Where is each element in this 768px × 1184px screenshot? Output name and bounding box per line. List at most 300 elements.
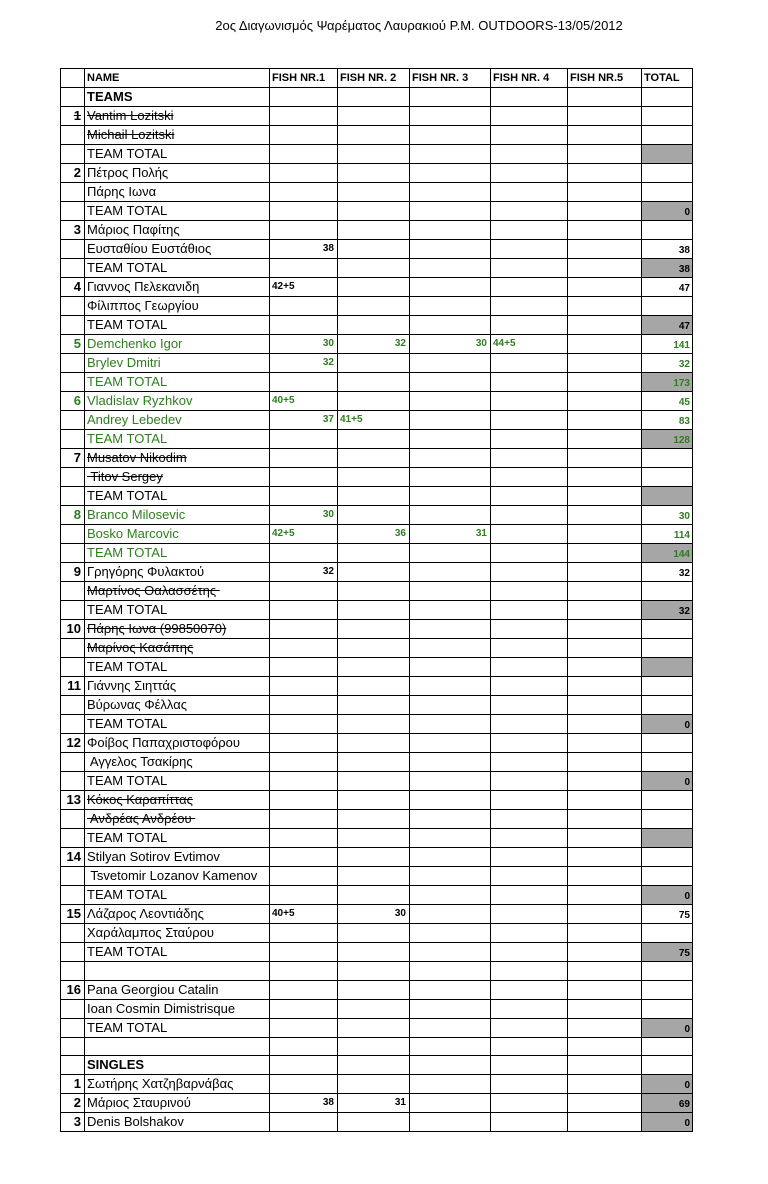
competitor-name bbox=[85, 449, 270, 468]
fish-1-cell bbox=[270, 1113, 338, 1132]
fish-3-cell bbox=[410, 411, 491, 430]
fish-2-cell bbox=[338, 962, 410, 981]
fish-5-cell bbox=[568, 810, 642, 829]
fish-3-cell bbox=[410, 1018, 491, 1037]
fish-3-cell bbox=[410, 221, 491, 240]
competitor-row bbox=[61, 582, 693, 601]
fish-1-cell bbox=[270, 696, 338, 715]
competitor-name bbox=[85, 544, 270, 563]
name-text: Πάρης Ιωνα bbox=[87, 184, 157, 199]
fish-1-cell bbox=[270, 810, 338, 829]
total-cell bbox=[642, 867, 693, 886]
row-index bbox=[61, 259, 85, 278]
fish-1-cell bbox=[270, 183, 338, 202]
fish-2-cell bbox=[338, 848, 410, 867]
fish-3-cell bbox=[410, 563, 491, 582]
competitor-name bbox=[85, 525, 270, 544]
fish-2-cell bbox=[338, 753, 410, 772]
fish-3-cell bbox=[410, 544, 491, 563]
fish-2-cell: 30 bbox=[338, 905, 410, 924]
fish-1-cell bbox=[270, 107, 338, 126]
fish-1-cell bbox=[270, 126, 338, 145]
fish-1-cell bbox=[270, 449, 338, 468]
fish-4-cell bbox=[491, 1113, 568, 1132]
total-cell: 38 bbox=[642, 259, 693, 278]
fish-2-cell bbox=[338, 316, 410, 335]
competitor-name bbox=[85, 867, 270, 886]
competitor-name bbox=[85, 278, 270, 297]
fish-1-cell: 37 bbox=[270, 411, 338, 430]
fish-1-cell: 40+5 bbox=[270, 392, 338, 411]
total-cell: 0 bbox=[642, 1113, 693, 1132]
fish-5-cell bbox=[568, 658, 642, 677]
competitor-name bbox=[85, 677, 270, 696]
competitor-name bbox=[85, 1113, 270, 1132]
total-cell bbox=[642, 221, 693, 240]
name-text: TEAM TOTAL bbox=[87, 374, 168, 389]
name-text: TEAM TOTAL bbox=[87, 1019, 168, 1035]
fish-1-cell bbox=[270, 924, 338, 943]
fish-1-cell bbox=[270, 943, 338, 962]
fish-2-cell: 31 bbox=[338, 1094, 410, 1113]
fish-4-cell bbox=[491, 848, 568, 867]
row-index: 14 bbox=[61, 848, 85, 867]
fish-5-cell bbox=[568, 316, 642, 335]
competitor-name bbox=[85, 791, 270, 810]
fish-1-cell bbox=[270, 1056, 338, 1075]
competitor-name bbox=[85, 316, 270, 335]
fish-2-cell bbox=[338, 373, 410, 392]
fish-3-cell bbox=[410, 1113, 491, 1132]
fish-4-cell bbox=[491, 202, 568, 221]
competitor-name bbox=[85, 943, 270, 962]
total-cell bbox=[642, 107, 693, 126]
fish-3-cell bbox=[410, 753, 491, 772]
row-index bbox=[61, 772, 85, 791]
fish-5-cell bbox=[568, 772, 642, 791]
name-text: TEAM TOTAL bbox=[87, 260, 168, 275]
fish-2-cell bbox=[338, 999, 410, 1018]
competitor-name bbox=[85, 905, 270, 924]
name-text: Andrey Lebedev bbox=[87, 412, 182, 427]
fish-4-cell bbox=[491, 183, 568, 202]
competitor-name bbox=[85, 506, 270, 525]
fish-4-cell bbox=[491, 468, 568, 487]
competitor-row bbox=[61, 980, 693, 999]
fish-1-cell bbox=[270, 658, 338, 677]
fish-5-cell bbox=[568, 734, 642, 753]
row-index bbox=[61, 430, 85, 449]
total-cell: 32 bbox=[642, 563, 693, 582]
row-index bbox=[61, 696, 85, 715]
fish-3-cell bbox=[410, 1075, 491, 1094]
row-index: 5 bbox=[61, 335, 85, 354]
competitor-name bbox=[85, 373, 270, 392]
total-cell: 38 bbox=[642, 240, 693, 259]
fish-5-cell bbox=[568, 601, 642, 620]
total-cell bbox=[642, 962, 693, 981]
row-index bbox=[61, 1056, 85, 1075]
fish-4-cell bbox=[491, 316, 568, 335]
fish-1-cell bbox=[270, 297, 338, 316]
header-index-cell bbox=[61, 69, 85, 88]
name-text: Κόκος Καραπίττας bbox=[87, 792, 193, 807]
fish-5-cell bbox=[568, 240, 642, 259]
fish-3-cell bbox=[410, 829, 491, 848]
competitor-name bbox=[85, 107, 270, 126]
fish-2-cell bbox=[338, 88, 410, 107]
name-text: Ευσταθίου Ευστάθιος bbox=[87, 241, 212, 256]
fish-2-cell bbox=[338, 259, 410, 278]
total-cell bbox=[642, 164, 693, 183]
fish-3-cell bbox=[410, 582, 491, 601]
fish-3-cell bbox=[410, 373, 491, 392]
competitor-row bbox=[61, 734, 693, 753]
fish-1-cell bbox=[270, 639, 338, 658]
competitor-name bbox=[85, 1075, 270, 1094]
fish-2-cell bbox=[338, 980, 410, 999]
competitor-name bbox=[85, 848, 270, 867]
fish-3-cell bbox=[410, 1037, 491, 1056]
fish-4-cell: 44+5 bbox=[491, 335, 568, 354]
fish-5-cell bbox=[568, 145, 642, 164]
name-text: Ανδρέας Ανδρέου bbox=[87, 811, 196, 826]
fish-3-cell bbox=[410, 297, 491, 316]
fish-1-cell bbox=[270, 316, 338, 335]
competitor-name bbox=[85, 221, 270, 240]
row-index: 9 bbox=[61, 563, 85, 582]
fish-2-cell bbox=[338, 145, 410, 164]
fish-1-cell bbox=[270, 734, 338, 753]
fish-3-cell bbox=[410, 392, 491, 411]
fish-1-cell: 30 bbox=[270, 335, 338, 354]
competitor-name bbox=[85, 582, 270, 601]
fish-2-cell bbox=[338, 677, 410, 696]
fish-5-cell bbox=[568, 791, 642, 810]
competitor-name bbox=[85, 734, 270, 753]
fish-3-cell bbox=[410, 1094, 491, 1113]
competitor-row bbox=[61, 905, 693, 924]
fish-5-cell bbox=[568, 126, 642, 145]
fish-5-cell bbox=[568, 715, 642, 734]
fish-2-cell bbox=[338, 772, 410, 791]
fish-2-cell bbox=[338, 582, 410, 601]
row-index bbox=[61, 886, 85, 905]
fish-1-cell: 42+5 bbox=[270, 278, 338, 297]
fish-1-cell bbox=[270, 468, 338, 487]
total-cell: 144 bbox=[642, 544, 693, 563]
competitor-row bbox=[61, 278, 693, 297]
fish-3-cell bbox=[410, 278, 491, 297]
name-text: Stilyan Sotirov Evtimov bbox=[87, 849, 220, 864]
team-total-row bbox=[61, 544, 693, 563]
total-cell: 114 bbox=[642, 525, 693, 544]
fish-1-cell bbox=[270, 164, 338, 183]
fish-3-cell bbox=[410, 943, 491, 962]
competitor-name bbox=[85, 297, 270, 316]
fish-3-cell bbox=[410, 658, 491, 677]
row-index bbox=[61, 544, 85, 563]
name-text: Demchenko Igor bbox=[87, 336, 183, 351]
total-cell: 69 bbox=[642, 1094, 693, 1113]
name-text: Φίλιππος Γεωργίου bbox=[87, 298, 199, 313]
fish-4-cell bbox=[491, 107, 568, 126]
fish-3-cell bbox=[410, 924, 491, 943]
fish-4-cell bbox=[491, 1018, 568, 1037]
competitor-row bbox=[61, 848, 693, 867]
name-text: Pana Georgiou Catalin bbox=[87, 981, 219, 997]
competitor-name bbox=[85, 620, 270, 639]
fish-5-cell bbox=[568, 335, 642, 354]
fish-2-cell bbox=[338, 715, 410, 734]
name-text: TEAM TOTAL bbox=[87, 545, 168, 560]
competitor-name bbox=[85, 126, 270, 145]
fish-1-cell bbox=[270, 373, 338, 392]
fish-2-cell bbox=[338, 506, 410, 525]
fish-4-cell bbox=[491, 1056, 568, 1075]
fish-5-cell bbox=[568, 563, 642, 582]
competitor-name bbox=[85, 829, 270, 848]
fish-5-cell bbox=[568, 449, 642, 468]
team-total-row bbox=[61, 1018, 693, 1037]
total-cell: 0 bbox=[642, 886, 693, 905]
competitor-name bbox=[85, 563, 270, 582]
fish-2-cell bbox=[338, 810, 410, 829]
team-total-row bbox=[61, 943, 693, 962]
total-cell bbox=[642, 145, 693, 164]
fish-4-cell bbox=[491, 772, 568, 791]
competitor-name bbox=[85, 411, 270, 430]
results-table bbox=[60, 68, 693, 1132]
team-total-row bbox=[61, 259, 693, 278]
fish-4-cell bbox=[491, 1075, 568, 1094]
fish-2-cell bbox=[338, 240, 410, 259]
fish-3-cell bbox=[410, 848, 491, 867]
total-cell bbox=[642, 658, 693, 677]
row-index bbox=[61, 943, 85, 962]
total-cell bbox=[642, 677, 693, 696]
row-index: 4 bbox=[61, 278, 85, 297]
competitor-name bbox=[85, 639, 270, 658]
fish-1-cell: 38 bbox=[270, 1094, 338, 1113]
total-cell: 32 bbox=[642, 354, 693, 373]
fish-2-cell: 36 bbox=[338, 525, 410, 544]
name-text: Denis Bolshakov bbox=[87, 1114, 184, 1129]
row-index: 15 bbox=[61, 905, 85, 924]
competitor-row bbox=[61, 468, 693, 487]
row-index: 12 bbox=[61, 734, 85, 753]
fish-1-cell bbox=[270, 620, 338, 639]
row-index: 1 bbox=[61, 107, 85, 126]
fish-5-cell bbox=[568, 943, 642, 962]
row-index bbox=[61, 183, 85, 202]
competitor-name bbox=[85, 202, 270, 221]
competitor-row bbox=[61, 164, 693, 183]
fish-5-cell bbox=[568, 221, 642, 240]
fish-3-cell bbox=[410, 468, 491, 487]
fish-3-cell bbox=[410, 164, 491, 183]
fish-1-cell bbox=[270, 259, 338, 278]
team-total-row bbox=[61, 829, 693, 848]
fish-4-cell bbox=[491, 905, 568, 924]
fish-5-cell bbox=[568, 886, 642, 905]
name-text: Μάριος Σταυρινού bbox=[87, 1095, 191, 1110]
name-text: TEAM TOTAL bbox=[87, 317, 168, 332]
fish-3-cell bbox=[410, 487, 491, 506]
team-total-row bbox=[61, 373, 693, 392]
fish-4-cell bbox=[491, 392, 568, 411]
competitor-name bbox=[85, 924, 270, 943]
row-index bbox=[61, 487, 85, 506]
fish-2-cell bbox=[338, 468, 410, 487]
page-title: 2ος Διαγωνισμός Ψαρέματος Λαυρακιού Ρ.Μ. OUTDOORS-13/05/2012 bbox=[215, 18, 623, 33]
fish-3-cell bbox=[410, 791, 491, 810]
fish-5-cell bbox=[568, 88, 642, 107]
row-index: 3 bbox=[61, 221, 85, 240]
fish-2-cell bbox=[338, 639, 410, 658]
blank-row bbox=[61, 1037, 693, 1056]
fish-3-cell bbox=[410, 734, 491, 753]
fish-4-cell bbox=[491, 525, 568, 544]
competitor-name bbox=[85, 601, 270, 620]
fish-2-cell bbox=[338, 1075, 410, 1094]
fish-5-cell bbox=[568, 544, 642, 563]
fish-1-cell bbox=[270, 791, 338, 810]
fish-1-cell bbox=[270, 487, 338, 506]
fish-3-cell bbox=[410, 620, 491, 639]
total-cell: 75 bbox=[642, 943, 693, 962]
name-text: Πάρης Ιωνα (99850070) bbox=[87, 621, 227, 636]
name-text: TEAM TOTAL bbox=[87, 488, 168, 503]
name-text: Γιαννος Πελεκανιδη bbox=[87, 279, 200, 294]
total-cell bbox=[642, 639, 693, 658]
total-cell: 45 bbox=[642, 392, 693, 411]
team-total-row bbox=[61, 430, 693, 449]
fish-5-cell bbox=[568, 924, 642, 943]
row-index bbox=[61, 126, 85, 145]
fish-1-cell bbox=[270, 867, 338, 886]
section-row bbox=[61, 88, 693, 107]
fish-1-cell: 32 bbox=[270, 354, 338, 373]
fish-2-cell bbox=[338, 1056, 410, 1075]
competitor-row bbox=[61, 924, 693, 943]
fish-4-cell bbox=[491, 1094, 568, 1113]
competitor-name bbox=[85, 962, 270, 981]
fish-4-cell bbox=[491, 373, 568, 392]
fish-2-cell bbox=[338, 183, 410, 202]
fish-3-cell bbox=[410, 867, 491, 886]
team-total-row bbox=[61, 715, 693, 734]
competitor-name bbox=[85, 696, 270, 715]
row-index: 11 bbox=[61, 677, 85, 696]
fish-5-cell bbox=[568, 677, 642, 696]
name-text: Musatov Nikodim bbox=[87, 450, 187, 465]
row-index bbox=[61, 1037, 85, 1056]
fish-3-cell bbox=[410, 107, 491, 126]
fish-3-cell bbox=[410, 601, 491, 620]
fish-1-cell bbox=[270, 848, 338, 867]
fish-3-cell bbox=[410, 183, 491, 202]
fish-2-cell bbox=[338, 563, 410, 582]
competitor-row bbox=[61, 240, 693, 259]
competitor-name bbox=[85, 354, 270, 373]
competitor-name bbox=[85, 468, 270, 487]
fish-2-cell bbox=[338, 126, 410, 145]
fish-5-cell bbox=[568, 354, 642, 373]
row-index bbox=[61, 753, 85, 772]
fish-5-cell bbox=[568, 468, 642, 487]
fish-5-cell bbox=[568, 962, 642, 981]
competitor-row bbox=[61, 1094, 693, 1113]
fish-3-cell bbox=[410, 962, 491, 981]
fish-5-cell bbox=[568, 696, 642, 715]
fish-1-cell bbox=[270, 829, 338, 848]
fish-1-cell bbox=[270, 1018, 338, 1037]
fish-4-cell bbox=[491, 297, 568, 316]
total-cell bbox=[642, 297, 693, 316]
fish-5-cell bbox=[568, 905, 642, 924]
fish-1-cell bbox=[270, 202, 338, 221]
name-text: Αγγελος Τσακίρης bbox=[87, 754, 193, 769]
row-index: 8 bbox=[61, 506, 85, 525]
competitor-row bbox=[61, 999, 693, 1018]
fish-1-cell bbox=[270, 221, 338, 240]
fish-1-cell: 30 bbox=[270, 506, 338, 525]
fish-2-cell bbox=[338, 278, 410, 297]
results-table-body bbox=[61, 69, 693, 1132]
competitor-row bbox=[61, 791, 693, 810]
fish-2-cell bbox=[338, 202, 410, 221]
fish-2-cell bbox=[338, 886, 410, 905]
competitor-name bbox=[85, 88, 270, 107]
fish-1-cell bbox=[270, 886, 338, 905]
fish-5-cell bbox=[568, 829, 642, 848]
total-cell: 75 bbox=[642, 905, 693, 924]
header-total: TOTAL bbox=[642, 69, 693, 88]
competitor-name bbox=[85, 999, 270, 1018]
fish-4-cell bbox=[491, 734, 568, 753]
competitor-name bbox=[85, 392, 270, 411]
row-index bbox=[61, 639, 85, 658]
fish-4-cell bbox=[491, 126, 568, 145]
total-cell: 32 bbox=[642, 601, 693, 620]
total-cell bbox=[642, 487, 693, 506]
row-index bbox=[61, 810, 85, 829]
total-cell: 0 bbox=[642, 1018, 693, 1037]
fish-3-cell: 31 bbox=[410, 525, 491, 544]
fish-1-cell bbox=[270, 999, 338, 1018]
fish-4-cell bbox=[491, 164, 568, 183]
name-text: Χαράλαμπος Σταύρου bbox=[87, 925, 215, 940]
total-cell: 0 bbox=[642, 1075, 693, 1094]
total-cell bbox=[642, 126, 693, 145]
fish-5-cell bbox=[568, 411, 642, 430]
fish-1-cell bbox=[270, 544, 338, 563]
row-index bbox=[61, 145, 85, 164]
competitor-name bbox=[85, 658, 270, 677]
fish-4-cell bbox=[491, 943, 568, 962]
competitor-name bbox=[85, 335, 270, 354]
fish-4-cell bbox=[491, 1037, 568, 1056]
fish-3-cell bbox=[410, 677, 491, 696]
fish-4-cell bbox=[491, 924, 568, 943]
competitor-row bbox=[61, 297, 693, 316]
fish-5-cell bbox=[568, 620, 642, 639]
fish-2-cell bbox=[338, 297, 410, 316]
total-cell bbox=[642, 696, 693, 715]
fish-2-cell bbox=[338, 487, 410, 506]
fish-5-cell bbox=[568, 164, 642, 183]
